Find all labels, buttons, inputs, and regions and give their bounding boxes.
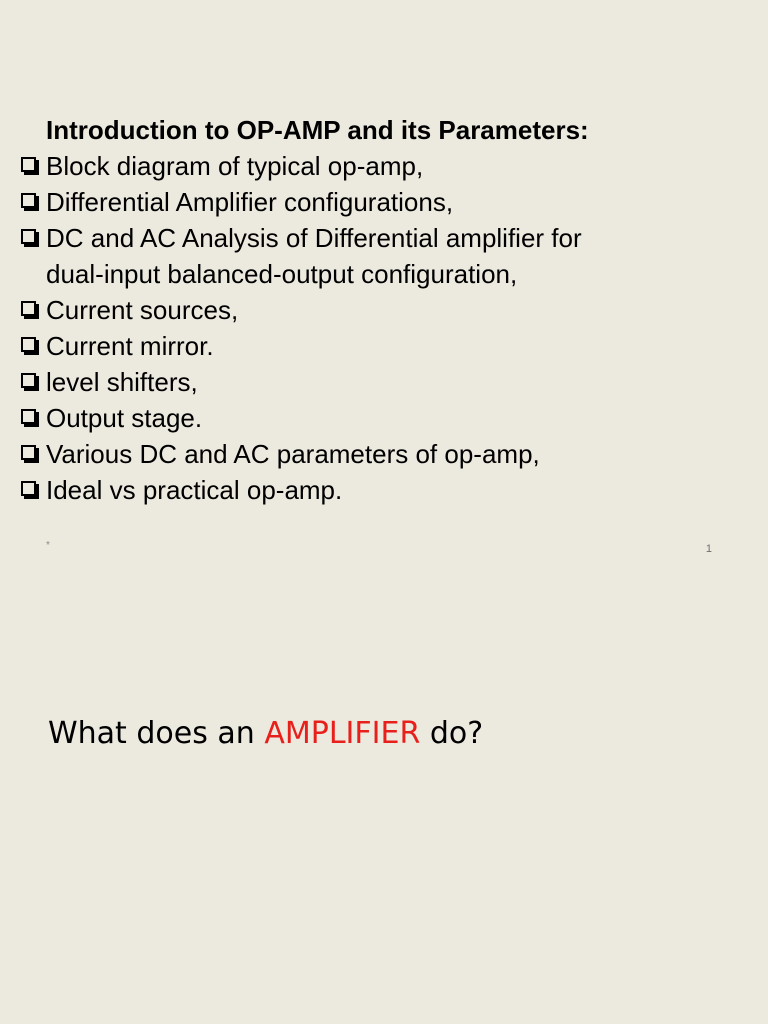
question-highlight: AMPLIFIER <box>264 716 421 751</box>
list-item-text: Current mirror. <box>46 331 214 361</box>
list-item-text: Ideal vs practical op-amp. <box>46 475 343 505</box>
list-item-text: Differential Amplifier configurations, <box>46 187 454 217</box>
checkbox-bullet-icon <box>21 157 36 172</box>
list-item-text: Block diagram of typical op-amp, <box>46 151 424 181</box>
list-item-text: DC and AC Analysis of Differential amplifier for <box>46 223 582 253</box>
checkbox-bullet-icon <box>21 445 36 460</box>
list-item <box>20 436 582 472</box>
list-item-continuation <box>20 256 582 292</box>
list-item <box>20 364 582 400</box>
list-item-text: dual-input balanced-output configuration, <box>46 259 518 289</box>
list-item <box>20 328 582 364</box>
list-item <box>20 400 582 436</box>
topic-list <box>20 148 582 508</box>
list-item-text: level shifters, <box>46 367 198 397</box>
checkbox-bullet-icon <box>21 229 36 244</box>
checkbox-bullet-icon <box>21 481 36 496</box>
slide-heading: Introduction to OP-AMP and its Parameters: <box>46 115 589 145</box>
list-item-text: Current sources, <box>46 295 239 325</box>
question-suffix: do? <box>420 716 484 751</box>
footer-symbol: * <box>46 540 50 551</box>
list-item-text: Various DC and AC parameters of op-amp, <box>46 439 540 469</box>
list-item <box>20 292 582 328</box>
list-item <box>20 184 582 220</box>
question-prefix: What does an <box>48 716 265 751</box>
question-text <box>48 714 483 754</box>
checkbox-bullet-icon <box>21 409 36 424</box>
list-item <box>20 472 582 508</box>
checkbox-bullet-icon <box>21 301 36 316</box>
list-item-text: Output stage. <box>46 403 203 433</box>
page-number: 1 <box>705 543 712 555</box>
list-item <box>20 220 582 256</box>
slide-amplifier-question <box>0 576 768 1024</box>
checkbox-bullet-icon <box>21 193 36 208</box>
checkbox-bullet-icon <box>21 337 36 352</box>
list-item <box>20 148 582 184</box>
checkbox-bullet-icon <box>21 373 36 388</box>
